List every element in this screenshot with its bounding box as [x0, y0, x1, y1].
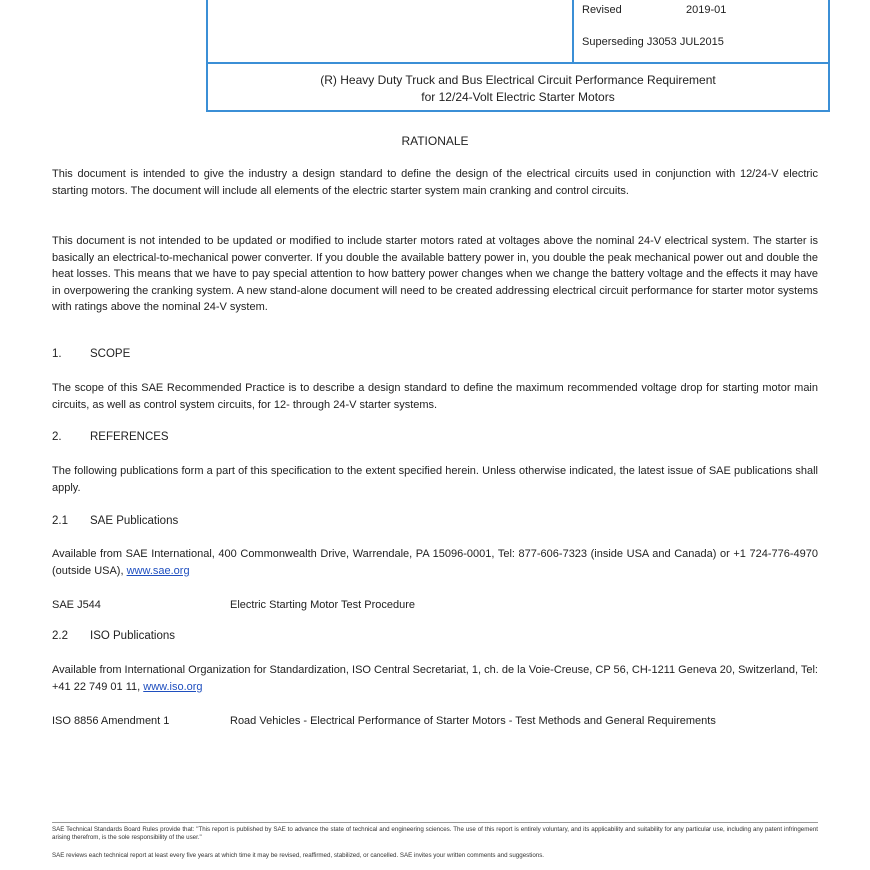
reference-description: Road Vehicles - Electrical Performance of Starter Motors - Test Methods and General Requirements: [230, 715, 716, 727]
footer-note-2: SAE reviews each technical report at least every five years at which time it may be revised, reaffirmed, stabilized, or cancelled. SAE invites your written comments and suggestions.: [52, 852, 545, 859]
section-1-title: SCOPE: [90, 348, 131, 360]
iso-availability-paragraph: [52, 662, 818, 695]
section-2-1-number: 2.1: [52, 515, 68, 527]
revised-date: 2019-01: [686, 4, 727, 16]
footer-note-1: SAE Technical Standards Board Rules provide that: "This report is published by SAE to advance the state of technical and engineering sciences. The use of this report is entirely voluntary, and its applicability and suitability for any particular use, including any patent infringement arising therefrom, is the sole responsibility of the user.": [52, 826, 818, 841]
header-divider-horizontal: [208, 62, 828, 64]
section-2-2-title: ISO Publications: [90, 630, 176, 642]
section-2-1-title: SAE Publications: [90, 515, 179, 527]
title-line-2: for 12/24-Volt Electric Starter Motors: [421, 90, 615, 104]
rationale-heading: RATIONALE: [401, 134, 469, 148]
header-divider-vertical: [572, 0, 574, 64]
scope-paragraph: The scope of this SAE Recommended Practice is to describe a design standard to define the maximum recommended voltage drop for starting motor main circuits, as well as control system circuits, for 12- through 24-V starter systems.: [52, 382, 818, 411]
sae-availability-text: Available from SAE International, 400 Commonwealth Drive, Warrendale, PA 15096-0001, Tel: 877-606-7323 (inside USA and Canada) or +1 724-776-4970 (outside USA),: [52, 548, 818, 577]
document-header-box: [206, 0, 830, 112]
sae-website-link[interactable]: www.sae.org: [126, 564, 190, 577]
section-2-title: REFERENCES: [90, 431, 169, 443]
iso-website-link[interactable]: www.iso.org: [143, 680, 203, 693]
footer-rule: [52, 822, 818, 823]
superseding-label: Superseding J3053 JUL2015: [582, 36, 724, 48]
document-title: [208, 72, 828, 106]
reference-code: ISO 8856 Amendment 1: [52, 715, 170, 727]
section-2-heading: [52, 431, 169, 443]
title-line-1: (R) Heavy Duty Truck and Bus Electrical Circuit Performance Requirement: [320, 73, 716, 87]
revised-label: Revised: [582, 4, 622, 16]
references-paragraph: The following publications form a part of this specification to the extent specified herein. Unless otherwise indicated, the latest issue of SAE publications shall apply.: [52, 465, 818, 494]
iso-availability-text: Available from International Organization for Standardization, ISO Central Secretariat, 1, ch. de la Voie-Creuse, CP 56, CH-1211 Geneva 20, Switzerland, Tel: +41 22 749 01 11,: [52, 664, 818, 693]
rationale-paragraph-1: This document is intended to give the industry a design standard to define the design of the electrical circuits used in conjunction with 12/24-V electric starting motors. The document will include all elements of the electric starter system main cranking and control circuits.: [52, 168, 818, 197]
rationale-paragraph-2: This document is not intended to be updated or modified to include starter motors rated at voltages above the nominal 24-V electrical system. The starter is basically an electrical-to-mechanical power converter. If you double the available battery power in, you double the peak mechanical power out and double the heat losses. This means that we have to pay special attention to how battery power changes when we change the battery voltage and the effects it may have in overpowering the cranking system. A new stand-alone document will need to be created addressing electrical circuit performance for starter motor systems with ratings above the nominal 24-V system.: [52, 235, 818, 313]
section-2-2-heading: [52, 630, 175, 642]
reference-description: Electric Starting Motor Test Procedure: [230, 599, 416, 611]
section-2-2-number: 2.2: [52, 630, 68, 642]
section-1-number: 1.: [52, 348, 62, 360]
reference-code: SAE J544: [52, 599, 101, 611]
section-2-1-heading: [52, 515, 178, 527]
section-1-heading: [52, 348, 130, 360]
sae-availability-paragraph: [52, 546, 818, 579]
section-2-number: 2.: [52, 431, 62, 443]
